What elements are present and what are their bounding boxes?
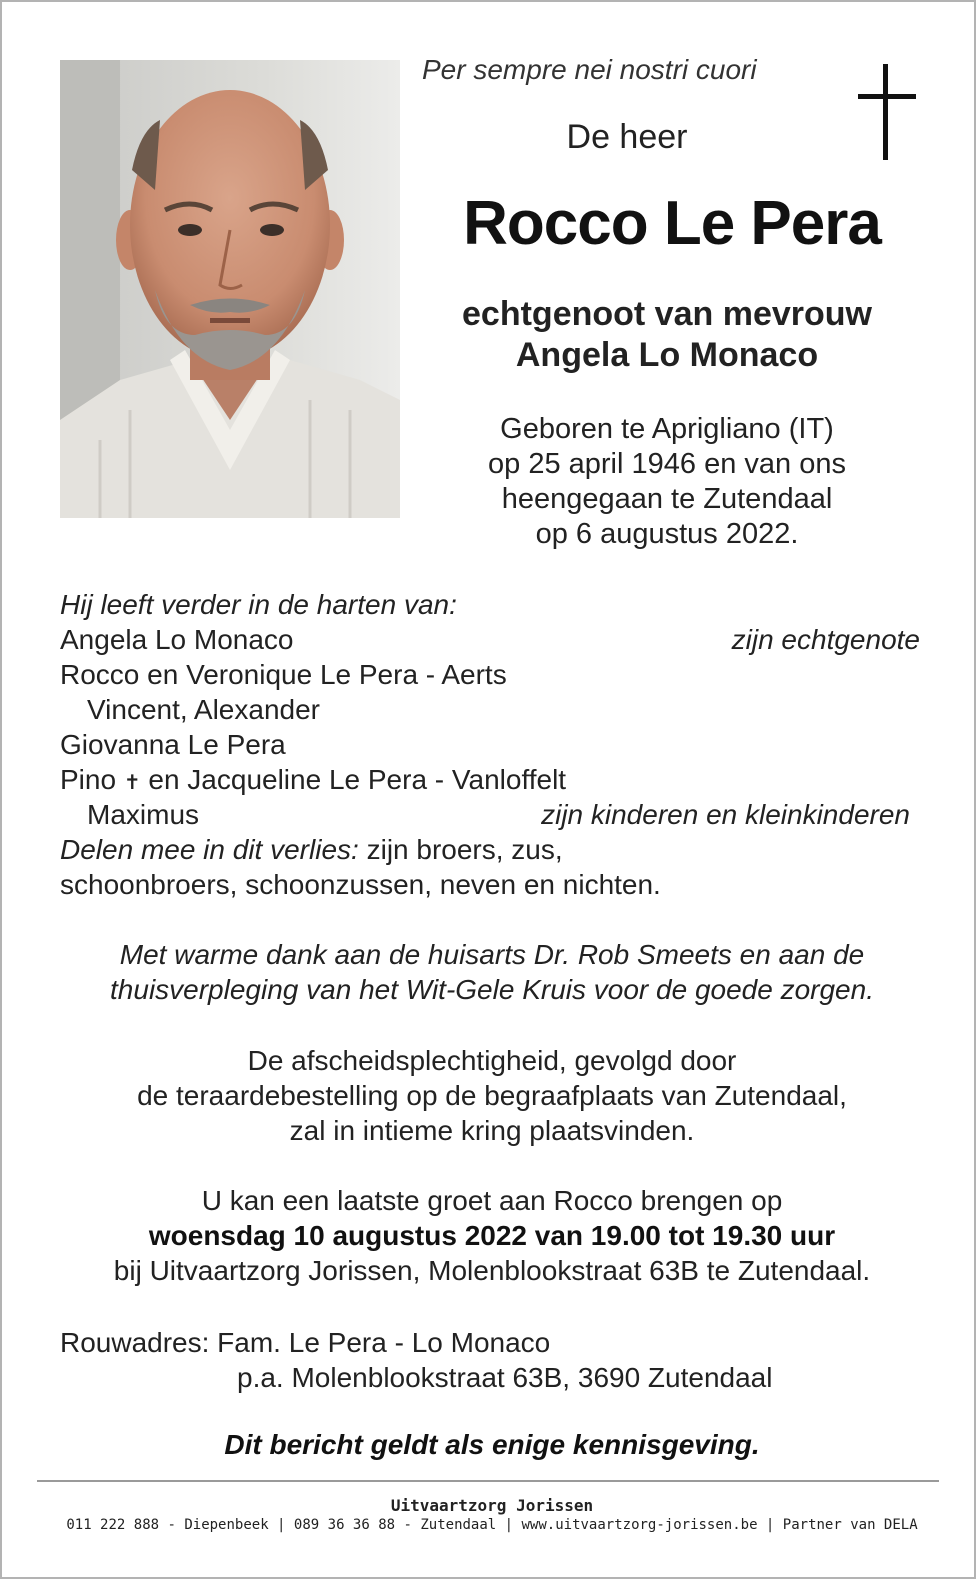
visit-datetime: woensdag 10 augustus 2022 van 19.00 tot 19.30 uur (148, 1220, 836, 1251)
deceased-cross-mark: ✝ (123, 772, 141, 794)
deceased-name: Rocco Le Pera (463, 189, 881, 258)
family-row-grandchildren-3 (60, 797, 920, 832)
motto: Per sempre nei nostri cuori (422, 54, 757, 85)
family-grandchildren-1: Vincent, Alexander (87, 694, 320, 725)
footer-company: Uitvaartzorg Jorissen (390, 1496, 594, 1515)
birth-line-1: Geboren te Aprigliano (IT) (500, 413, 834, 445)
thanks-block (42, 937, 942, 1007)
family-spouse-role: zijn echtgenote (731, 624, 920, 655)
family-share-rest-1: zijn broers, zus, (366, 834, 563, 865)
family-child-3 (60, 762, 920, 797)
family-share-rest-2: schoonbroers, schoonzussen, neven en nichten. (60, 869, 661, 900)
address-line-2: p.a. Molenblookstraat 63B, 3690 Zutendaal (237, 1362, 773, 1393)
family-share-intro: Delen mee in dit verlies: (60, 834, 359, 865)
ceremony-line-3: zal in intieme kring plaatsvinden. (289, 1115, 695, 1146)
birth-block (412, 412, 922, 552)
birth-line-3: heengegaan te Zutendaal (501, 483, 833, 515)
family-children-role: zijn kinderen en kleinkinderen (541, 799, 910, 830)
footer-contact-info: 011 222 888 - Diepenbeek | 089 36 36 88 - Zutendaal | www.uitvaartzorg-jorissen.be | Partner van DELA (66, 1517, 918, 1533)
salutation: De heer (566, 118, 688, 156)
family-child-2: Giovanna Le Pera (60, 729, 286, 760)
family-share-row (60, 832, 920, 867)
ceremony-line-1: De afscheidsplechtigheid, gevolgd door (247, 1045, 737, 1076)
thanks-line-1: Met warme dank aan de huisarts Dr. Rob Smeets en aan de (119, 939, 865, 970)
family-row-spouse (60, 622, 920, 657)
ceremony-line-2: de teraardebestelling op de begraafplaats van Zutendaal, (137, 1080, 847, 1111)
family-grandchildren-3: Maximus (87, 799, 200, 830)
mourning-address (60, 1325, 920, 1395)
footer-divider (37, 1480, 939, 1482)
notice-text: Dit bericht geldt als enige kennisgeving. (224, 1429, 760, 1460)
spouse-block (412, 294, 922, 376)
portrait-photo (60, 60, 400, 518)
family-child-3-name: Pino (60, 764, 117, 795)
visitation-block (42, 1183, 942, 1288)
family-spouse-name: Angela Lo Monaco (60, 624, 294, 655)
visit-line-3: bij Uitvaartzorg Jorissen, Molenblookstraat 63B te Zutendaal. (113, 1255, 871, 1286)
thanks-line-2: thuisverpleging van het Wit-Gele Kruis voor de goede zorgen. (110, 974, 874, 1005)
birth-line-2: op 25 april 1946 en van ons (488, 448, 846, 480)
spouse-line-1: echtgenoot van mevrouw (462, 295, 872, 333)
spouse-line-2: Angela Lo Monaco (515, 336, 819, 374)
family-child-3-rest: en Jacqueline Le Pera - Vanloffelt (148, 764, 567, 795)
ceremony-block (42, 1043, 942, 1148)
visit-line-1: U kan een laatste groet aan Rocco brengen op (201, 1185, 783, 1216)
address-line-1: Rouwadres: Fam. Le Pera - Lo Monaco (60, 1327, 551, 1358)
family-child-1: Rocco en Veronique Le Pera - Aerts (60, 659, 507, 690)
family-block (60, 587, 920, 902)
family-intro: Hij leeft verder in de harten van: (60, 589, 457, 620)
birth-line-4: op 6 augustus 2022. (535, 518, 799, 550)
